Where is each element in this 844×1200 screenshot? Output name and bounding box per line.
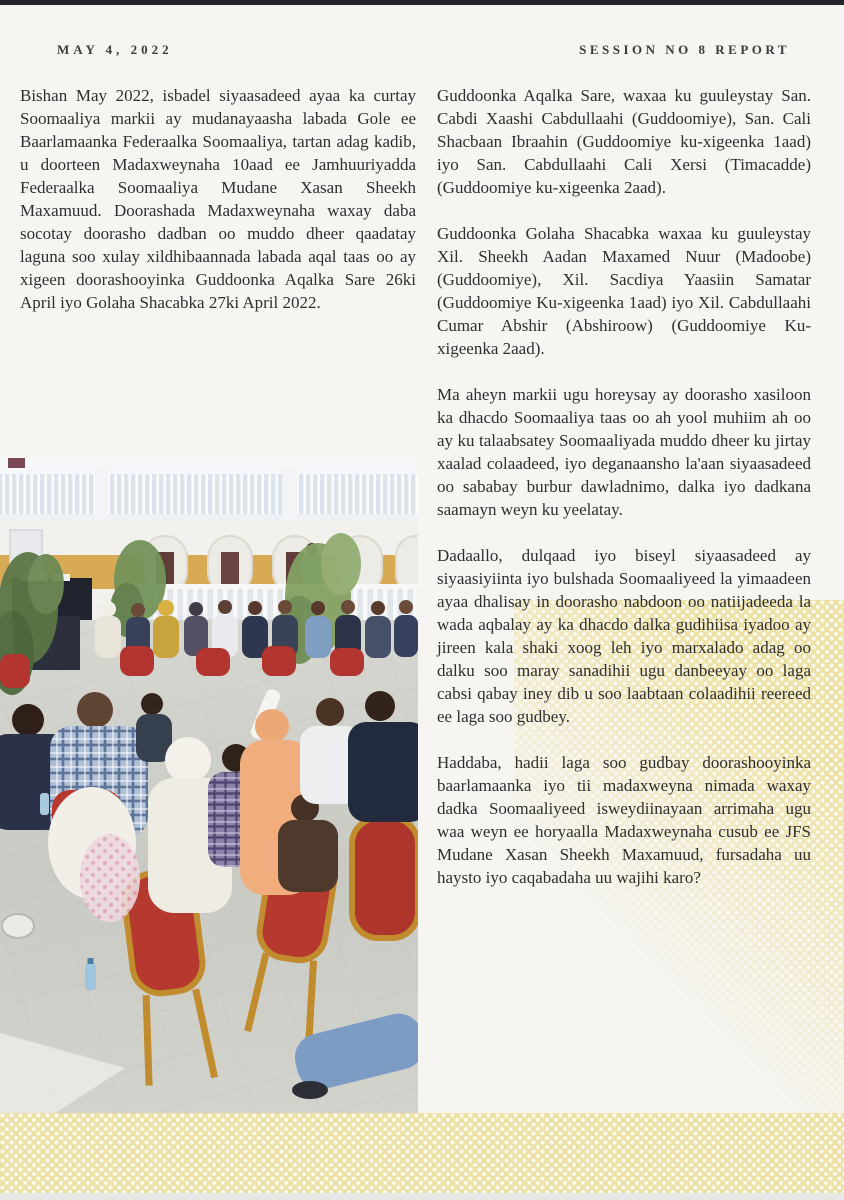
right-paragraph-2: Guddoonka Golaha Shacabka waxaa ku guuleystay Xil. Sheekh Aadan Maxamed Nuur (Madoobe) (Guddoomiye), Xil. Sacdiya Yaasiin Samatar (Guddoomiye Ku-xigeenka 1aad) iyo Xil. Cabdullaahi Cumar Abshir (Abshiroow) (Guddoomiye Ku-xigeenka 2aad). <box>437 224 811 358</box>
right-paragraph-1: Guddoonka Aqalka Sare, waxaa ku guuleystay San. Cabdi Xaashi Cabdullaahi (Guddoomiye), San. Cali Shacbaan Ibraahin (Guddoomiye ku-xigeenka 1aad) iyo San. Cabdullaahi Cali Xersi (Timacadde) (Guddoomiye ku-xigeenka 2aad). <box>437 86 811 197</box>
left-column-paragraph: Bishan May 2022, isbadel siyaasadeed ayaa ka curtay Soomaaliya markii ay mudanayaasha labada Gole ee Baarlamaanka Federaalka Soomaaliya, tartan adag kadib, u doorteen Madaxweynaha 10aad ee Jamhuuriyadda Federaalka Soomaaliya Mudane Xasan Sheekh Maxamuud. Doorashada Madaxweynaha waxay daba socotay doorasho dadban oo muddo dheer qaadatay laguna soo xulay xildhibaannada labada aqal taas oo ay xigeen doorashooyinka Guddoonka Aqalka Sare 26ki April iyo Golaha Shacabka 27ki April 2022. <box>20 86 416 312</box>
meeting-photo-illustration <box>0 458 418 1113</box>
left-column <box>20 84 416 314</box>
right-paragraph-5: Haddaba, hadii laga soo gudbay doorashooyinka baarlamaanka iyo tii madaxweyna nimada waxay dadka Soomaaliyeed isweydiinayaan arrimaha ugu waa weyn ee horyaalla Madaxweynaha cusub ee JFS Mudane Xasan Sheekh Maxamuud, fursadaha uu haysto iyo caqabadaha uu wajihi karo? <box>437 753 811 887</box>
meeting-photo <box>0 458 418 1113</box>
page-bottom-strip <box>0 1193 844 1200</box>
header-date: MAY 4, 2022 <box>57 42 173 57</box>
header-report-title: SESSION NO 8 REPORT <box>579 42 790 57</box>
top-border-bar <box>0 0 844 5</box>
right-column <box>437 84 811 912</box>
right-paragraph-3: Ma aheyn markii ugu horeysay ay doorasho xasiloon ka dhacdo Soomaaliya taas oo ah yool muhiim ah oo ay ku talaabsatey Soomaaliyada muddo dheer ku jirtay xaalad colaadeed, iyo deganaansho la'aan siyaasadeed oo sababay burbur dawladnimo, dalka iyo dadkana saamayn weyn ku yeelatay. <box>437 385 811 519</box>
halftone-pattern-bottom <box>0 1113 844 1193</box>
right-paragraph-4: Dadaallo, dulqaad iyo biseyl siyaasadeed ay siyaasiyiinta iyo bulshada Soomaaliyeed la yimaadeen ayaa dhalisay in doorasho nabdoon oo natiijadeeda la wada aqbalay ay ka dhacdo dalka gudihiisa iyadoo ay jireen kala shaki xoog leh iyo marxalado adag oo dalku soo maray sanadihii ugu danbeeyay oo laga cabsi qabay iney dib u soo laabtaan colaadihii reereed ee laga soo gudbey. <box>437 546 811 726</box>
